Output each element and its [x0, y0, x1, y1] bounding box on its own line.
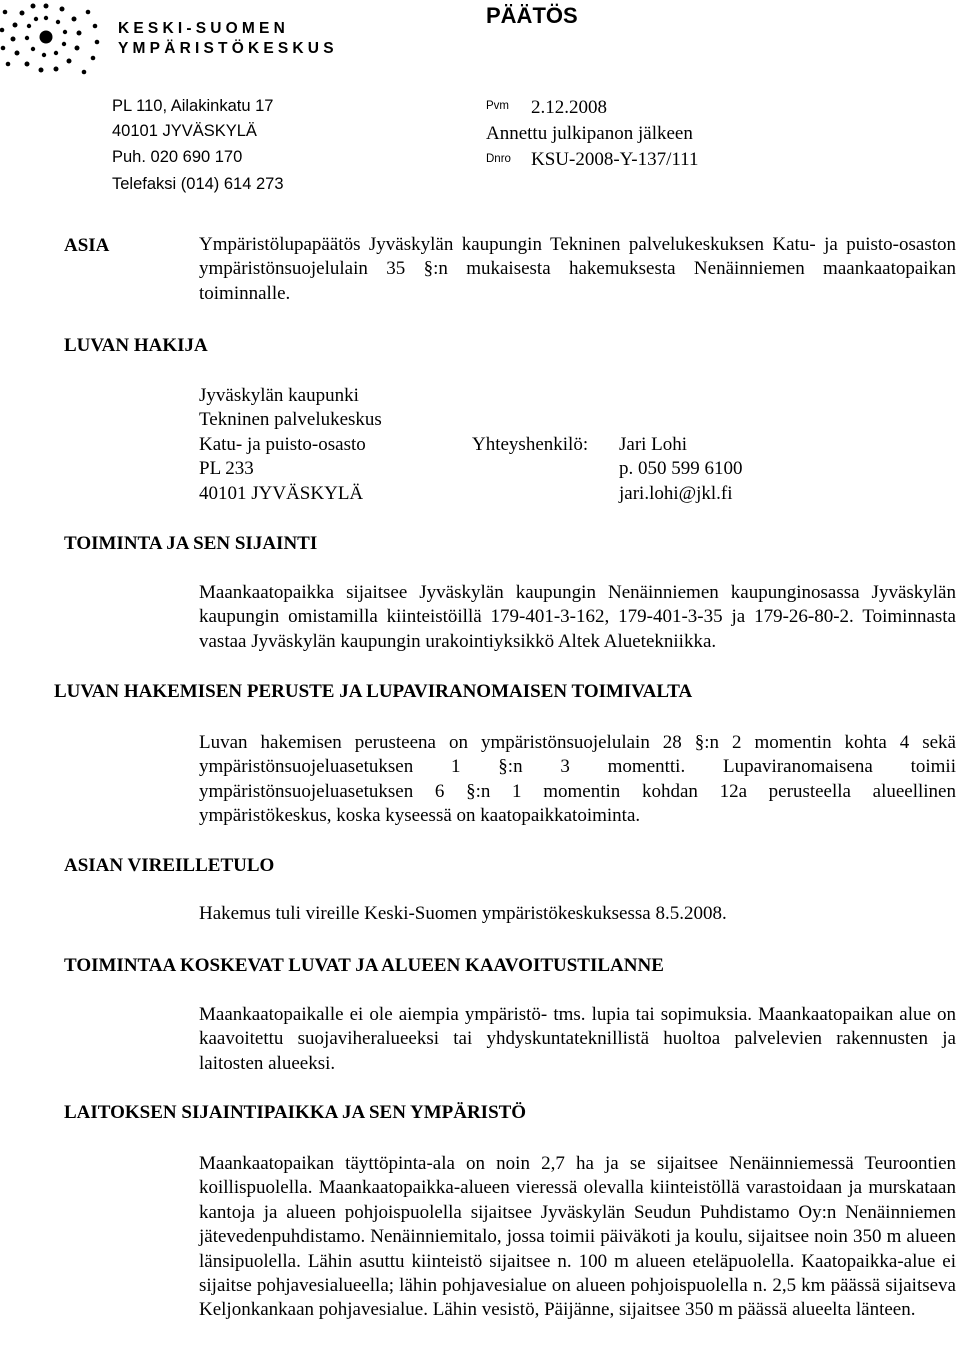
logo-text-line1: KESKI-SUOMEN	[118, 20, 289, 37]
applicant-org3: Katu- ja puisto-osasto	[199, 434, 366, 455]
contact-name: Jari Lohi	[619, 434, 688, 455]
contact-email: jari.lohi@jkl.fi	[619, 483, 733, 504]
heading-sijaintipaikka: LAITOKSEN SIJAINTIPAIKKA JA SEN YMPÄRISTÖ	[64, 1102, 527, 1123]
asia-text	[199, 233, 956, 306]
document-type: PÄÄTÖS	[486, 3, 578, 28]
toiminta-paragraph: Maankaatopaikka sijaitsee Jyväskylän kaupungin Nenäinniemen kaupunginosassa Jyväskylän kaupungin omistamilla kiinteistöillä 179-401-3-162, 179-401-3-35 ja 179-26-80-2. Toiminnasta vastaa Jyväskylän kaupungin urakointiyksikkö Altek Aluetekniikka.	[199, 582, 956, 652]
heading-toiminta: TOIMINTA JA SEN SIJAINTI	[64, 533, 318, 554]
pvm-label: Pvm	[486, 100, 509, 112]
heading-peruste: LUVAN HAKEMISEN PERUSTE JA LUPAVIRANOMAISEN TOIMIVALTA	[54, 681, 693, 702]
applicant-org1: Jyväskylän kaupunki	[199, 385, 359, 406]
contact-phone: p. 050 599 6100	[619, 458, 743, 479]
heading-luvat: TOIMINTAA KOSKEVAT LUVAT JA ALUEEN KAAVOITUSTILANNE	[64, 955, 664, 976]
address-line-2: 40101 JYVÄSKYLÄ	[112, 122, 257, 140]
vireilletulo-text: Hakemus tuli vireille Keski-Suomen ympäristökeskuksessa 8.5.2008.	[199, 903, 727, 924]
dnro-label: Dnro	[486, 153, 511, 165]
luvat-paragraph: Maankaatopaikalle ei ole aiempia ympäristö- tms. lupia tai sopimuksia. Maankaatopaikan alue on kaavoitettu suojaviheralueeksi tai yhdyskuntateknillistä huoltoa palvelevien rakennusten ja laitosten alueeksi.	[199, 1004, 956, 1074]
peruste-paragraph: Luvan hakemisen perusteena on ympäristönsuojelulain 28 §:n 2 momentin kohta 4 sekä ympäristönsuojeluasetuksen 1 §:n 3 momentti. Lupaviranomaisena toimii ympäristönsuojeluasetuksen 6 §:n 1 momentin kohdan 12a perusteella alueellinen ympäristökeskus, koska kyseessä on kaatopaikkatoiminta.	[199, 732, 956, 827]
peruste-text	[199, 731, 956, 829]
agency-logo-mark	[0, 0, 110, 82]
given-text: Annettu julkipanon jälkeen	[486, 123, 693, 144]
address-line-3: Puh. 020 690 170	[112, 148, 243, 166]
logo-text-line2: YMPÄRISTÖKESKUS	[118, 40, 338, 57]
heading-luvan-hakija: LUVAN HAKIJA	[64, 335, 208, 356]
pvm-value: 2.12.2008	[531, 97, 607, 118]
sijaintipaikka-text	[199, 1152, 956, 1323]
asia-paragraph: Ympäristölupapäätös Jyväskylän kaupungin Tekninen palvelukeskuksen Katu- ja puisto-osaston ympäristönsuojelulain 35 §:n mukaisesta hakemuksesta Nenäinniemen maankaatopaikan toiminnalle.	[199, 234, 956, 304]
heading-vireilletulo: ASIAN VIREILLETULO	[64, 855, 275, 876]
address-line-4: Telefaksi (014) 614 273	[112, 175, 284, 193]
applicant-org2: Tekninen palvelukeskus	[199, 409, 382, 430]
toiminta-text	[199, 581, 956, 654]
luvat-text	[199, 1003, 956, 1076]
dnro-value: KSU-2008-Y-137/111	[531, 149, 699, 170]
applicant-postal: 40101 JYVÄSKYLÄ	[199, 483, 364, 504]
heading-asia: ASIA	[64, 235, 110, 256]
contact-label: Yhteyshenkilö:	[472, 434, 589, 455]
sijaintipaikka-paragraph: Maankaatopaikan täyttöpinta-ala on noin 2,7 ha ja se sijaitsee Nenäinniemessä Teuroontien koillispuolella. Maankaatopaikka-alueen vieressä olevalla kiinteistöllä varastoidaan ja murskataan kantoja ja alueen pohjoispuolella sijaitsee Jyväskylän Seudun Puhdistamo Oy:n Nenäinniemen jätevedenpuhdistamo. Nenäinniemitalo, jossa toimii päiväkoti ja koulu, sijaitsee noin 350 m alueen länsipuolella. Lähin asuttu kiinteistö sijaitsee n. 100 m alueen eteläpuolella. Kaatopaikka-alue ei sijaitse pohjavesialueella; lähin pohjavesialue on alueen pohjoispuolella n. 2,5 km päässä sijaitseva Keljonkankaan pohjavesialue. Lähin vesistö, Päijänne, sijaitsee 350 m päässä alueelta länteen.	[199, 1153, 956, 1321]
address-line-1: PL 110, Ailakinkatu 17	[112, 97, 274, 115]
applicant-po-box: PL 233	[199, 458, 254, 479]
